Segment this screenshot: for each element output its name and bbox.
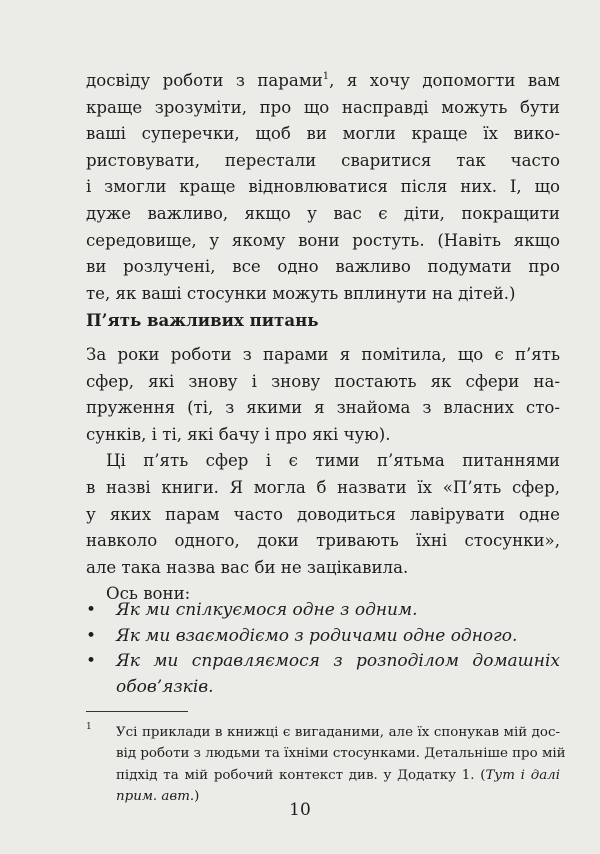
footnote-line: від роботи з людьми та їхніми стосунками. Детальніше про мій	[116, 746, 566, 762]
list-item: • Як ми взаємодіємо з родичами одне одного.	[86, 624, 560, 650]
bullet-icon: •	[86, 625, 97, 646]
text-line: ваші суперечки, щоб ви могли краще їх вико-	[86, 124, 560, 144]
bullet-icon: •	[86, 651, 97, 671]
text-line: Ці п’ять сфер і є тими п’ятьма питаннями	[106, 451, 560, 471]
text-line: навколо одного, доки тривають їхні стосунки»,	[86, 531, 560, 551]
list-item-continuation: обов’язків.	[116, 676, 214, 697]
text-line: сфер, які знову і знову постають як сфери на-	[86, 371, 560, 391]
page-number: 10	[289, 800, 311, 820]
text-line: За роки роботи з парами я помітила, що є п’ять	[86, 345, 560, 364]
paragraph-intro	[86, 68, 560, 307]
text-line: середовище, у якому вони ростуть. (Навіть якщо	[86, 230, 560, 250]
bullet-list	[86, 598, 560, 700]
footnote-line: підхід та мій робочий контекст див. у Додатку 1. (Тут і далі	[116, 767, 560, 783]
list-item: • Як ми справляємося з розподілом домашніх	[86, 649, 560, 675]
footnote-number: 1	[86, 722, 92, 732]
text-line: дуже важливо, якщо у вас є діти, покращити	[86, 203, 560, 223]
text-line: в назві книги. Я могла б назвати їх «П’ять сфер,	[86, 477, 560, 497]
text-line: Ось вони:	[106, 584, 191, 604]
section-heading: П’ять важливих питань	[86, 310, 319, 330]
text-line: досвіду роботи з парами$^1$, я хочу допомогти вам	[86, 71, 561, 90]
text-line: сунків, і ті, які бачу і про які чую).	[86, 424, 391, 444]
footnote-line: прим. авт.)	[116, 789, 200, 805]
text-line: те, як ваші стосунки можуть вплинути на дітей.)	[86, 283, 516, 303]
text-line: пруження (ті, з якими я знайома з власних сто-	[86, 398, 560, 418]
footnote-line: Усі приклади в книжці є вигаданими, але їх спонукав мій дос-	[116, 725, 560, 740]
text-line: у яких парам часто доводиться лавірувати одне	[86, 504, 560, 524]
text-line: краще зрозуміти, про що насправді можуть бути	[86, 97, 560, 117]
text-line: і змогли краще відновлюватися після них. І, що	[86, 177, 560, 197]
footnote	[86, 722, 566, 808]
text-line: ви розлучені, все одно важливо подумати про	[86, 257, 560, 277]
footnote-divider	[86, 711, 188, 712]
footnote-ref[interactable]: 1	[322, 71, 330, 82]
text-line: ристовувати, перестали сваритися так часто	[86, 150, 560, 170]
text-line: але така назва вас би не зацікавила.	[86, 557, 409, 577]
paragraph-five-areas	[86, 342, 560, 608]
bullet-icon: •	[86, 600, 97, 620]
list-item: • Як ми спілкуємося одне з одним.	[86, 598, 560, 624]
